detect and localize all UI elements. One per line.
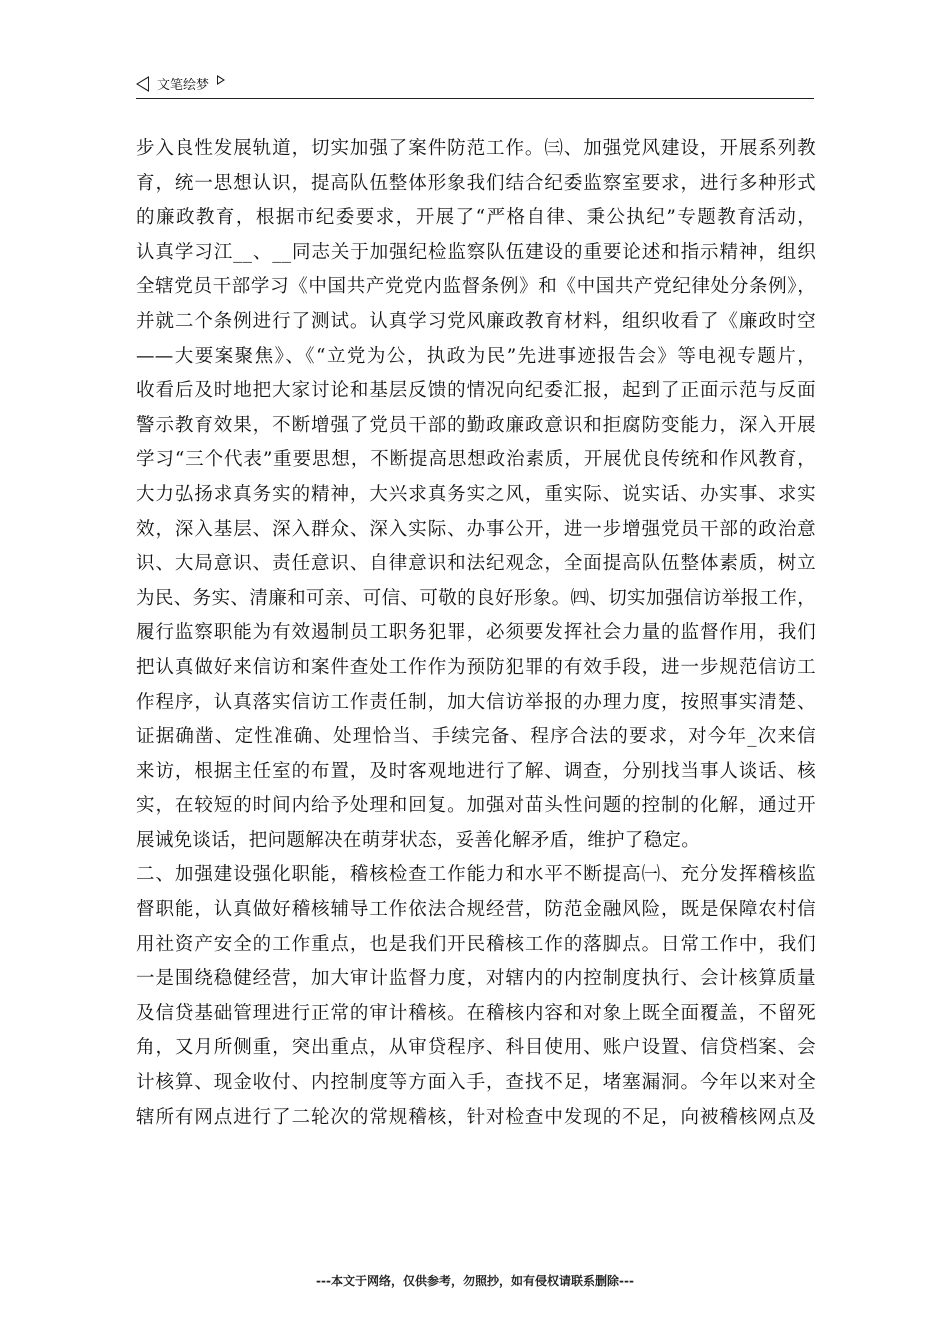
body-line: 并就二个条例进行了测试。认真学习党风廉政教育材料，组织收看了《廉政时空 — [136, 310, 816, 332]
triangle-right-icon — [217, 75, 225, 85]
body-line: 督职能，认真做好稽核辅导工作依法合规经营，防范金融风险，既是保障农村信 — [136, 899, 816, 921]
body-line: 育，统一思想认识，提高队伍整体形象我们结合纪委监察室要求，进行多种形式 — [136, 172, 816, 194]
body-line: 证据确凿、定性准确、处理恰当、手续完备、程序合法的要求，对今年_次来信 — [136, 726, 816, 748]
body-line: 全辖党员干部学习《中国共产党党内监督条例》和《中国共产党纪律处分条例》， — [136, 276, 816, 298]
body-line: 及信贷基础管理进行正常的审计稽核。在稽核内容和对象上既全面覆盖，不留死 — [136, 1002, 816, 1024]
footer-notice: ---本文于网络，仅供参考，勿照抄，如有侵权请联系删除--- — [316, 1274, 634, 1288]
body-line: 辖所有网点进行了二轮次的常规稽核，针对检查中发现的不足，向被稽核网点及 — [136, 1106, 816, 1128]
page-header — [136, 72, 814, 99]
body-line: 作程序，认真落实信访工作责任制，加大信访举报的办理力度，按照事实清楚、 — [136, 691, 816, 713]
body-line: 学习“三个代表”重要思想，不断提高思想政治素质，开展优良传统和作风教育， — [136, 449, 816, 471]
body-line: 履行监察职能为有效遏制员工职务犯罪，必须要发挥社会力量的监督作用，我们 — [136, 622, 816, 644]
body-line: 来访，根据主任室的布置，及时客观地进行了解、调查，分别找当事人谈话、核 — [136, 760, 816, 782]
document-body — [136, 132, 816, 1135]
body-line: 大力弘扬求真务实的精神，大兴求真务实之风，重实际、说实话、办实事、求实 — [136, 483, 816, 505]
body-line: 计核算、现金收付、内控制度等方面入手，查找不足，堵塞漏洞。今年以来对全 — [136, 1072, 816, 1094]
triangle-left-icon — [136, 76, 149, 92]
body-line: 把认真做好来信访和案件查处工作作为预防犯罪的有效手段，进一步规范信访工 — [136, 656, 816, 678]
body-line: 警示教育效果，不断增强了党员干部的勤政廉政意识和拒腐防变能力，深入开展 — [136, 414, 816, 436]
body-line: 一是围绕稳健经营，加大审计监督力度，对辖内的内控制度执行、会计核算质量 — [136, 968, 816, 990]
body-line: 效，深入基层、深入群众、深入实际、办事公开，进一步增强党员干部的政治意 — [136, 518, 816, 540]
body-line: 用社资产安全的工作重点，也是我们开民稽核工作的落脚点。日常工作中，我们 — [136, 933, 816, 955]
paragraph-last-line: 展诫免谈话，把问题解决在萌芽状态，妥善化解矛盾，维护了稳定。 — [136, 829, 701, 851]
body-line: 收看后及时地把大家讨论和基层反馈的情况向纪委汇报，起到了正面示范与反面 — [136, 380, 816, 402]
body-line: 为民、务实、清廉和可亲、可信、可敬的良好形象。㈣、切实加强信访举报工作， — [136, 587, 816, 609]
body-line: ——大要案聚焦》、《“立党为公，执政为民”先进事迹报告会》等电视专题片， — [136, 345, 816, 367]
header-brand: 文笔绘梦 — [157, 78, 210, 93]
section-heading-line: 二、加强建设强化职能，稽核检查工作能力和水平不断提高㈠、充分发挥稽核监 — [136, 864, 816, 886]
body-line: 识、大局意识、责任意识、自律意识和法纪观念，全面提高队伍整体素质，树立 — [136, 553, 816, 575]
body-line: 认真学习江__、__同志关于加强纪检监察队伍建设的重要论述和指示精神，组织 — [136, 241, 816, 263]
body-line: 步入良性发展轨道，切实加强了案件防范工作。㈢、加强党风建设，开展系列教 — [136, 138, 816, 159]
header-brand-row — [136, 74, 225, 93]
body-line: 的廉政教育，根据市纪委要求，开展了“严格自律、秉公执纪”专题教育活动， — [136, 207, 816, 229]
body-line: 实，在较短的时间内给予处理和回复。加强对苗头性问题的控制的化解，通过开 — [136, 795, 816, 817]
body-line: 角，又月所侧重，突出重点，从审贷程序、科目使用、账户设置、信贷档案、会 — [136, 1037, 816, 1059]
